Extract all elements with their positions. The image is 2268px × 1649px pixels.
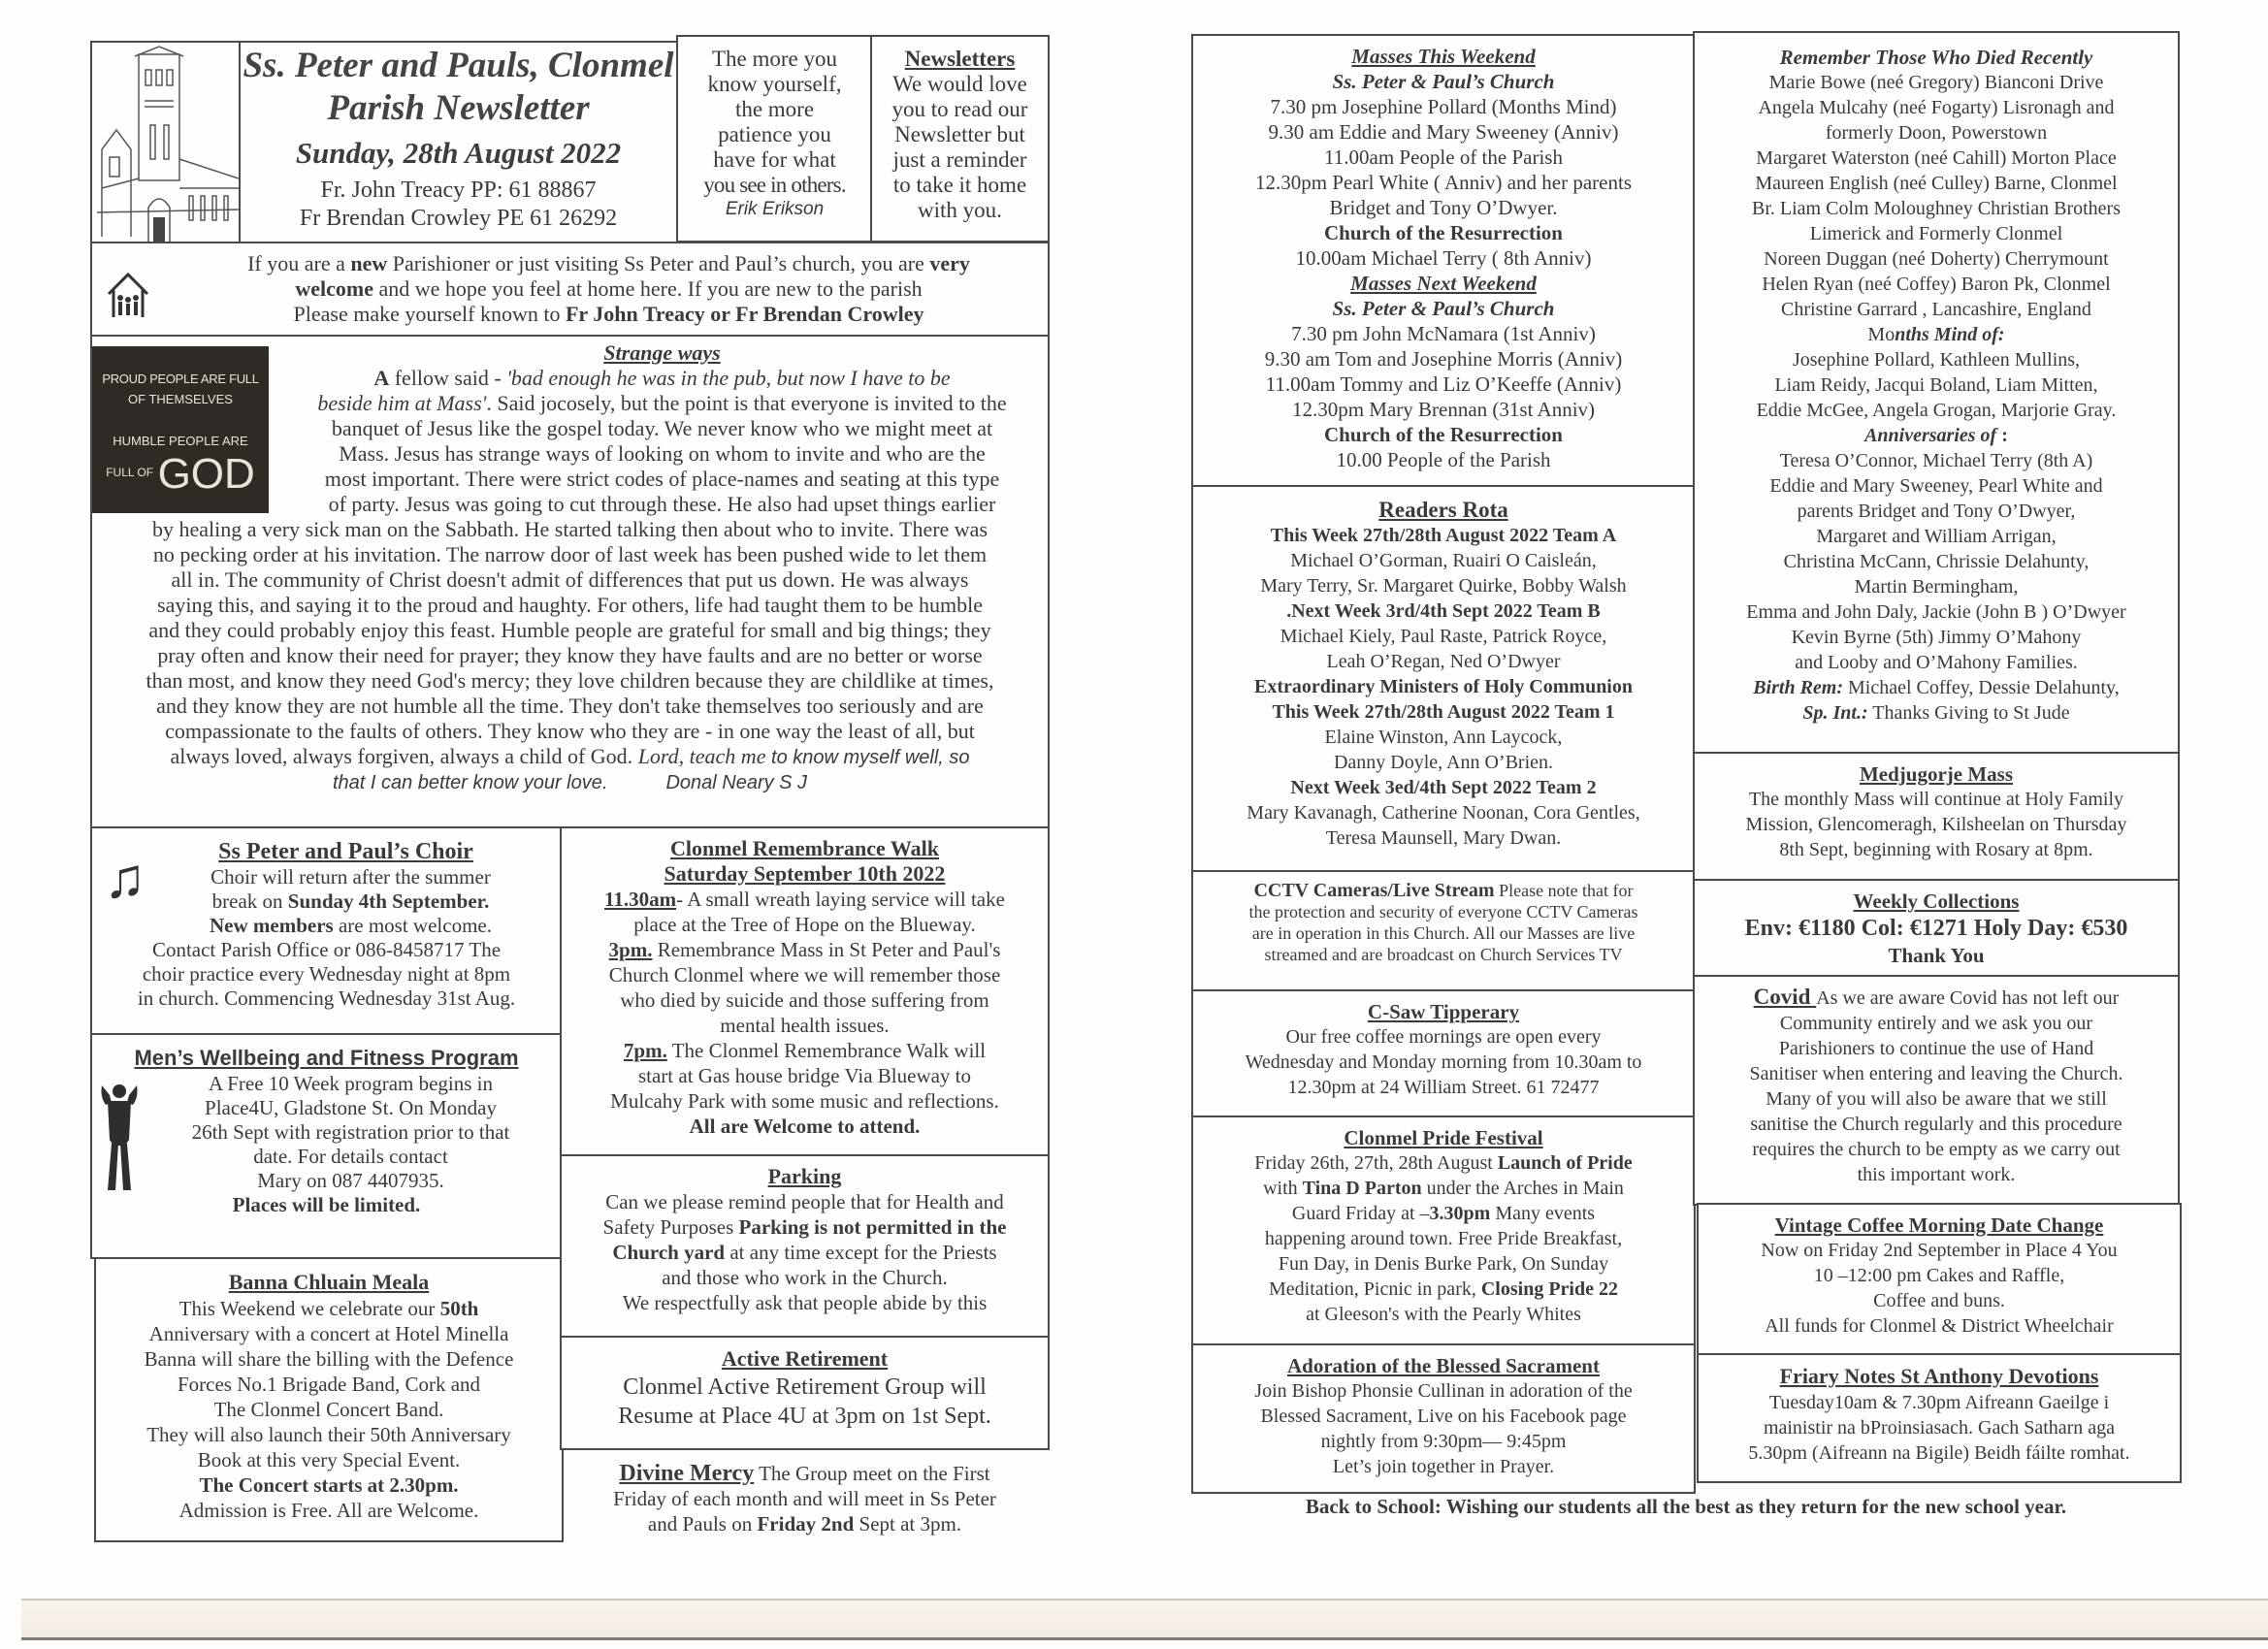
banna-line: Admission is Free. All are Welcome. — [178, 1499, 479, 1522]
vintage-line: 10 –12:00 pm Cakes and Raffle, — [1813, 1265, 2065, 1286]
parking-line: We respectfully ask that people abide by this — [622, 1291, 988, 1314]
bold-text: Parking is not permitted in the — [738, 1215, 1007, 1239]
prayer-text: that I can better know your love. — [332, 772, 608, 793]
deceased-line: formerly Doon, Powerstown — [1825, 122, 2048, 144]
quote-line: the more — [734, 97, 815, 121]
newsletters-line: with you. — [918, 198, 1002, 222]
anniversary-line: Martin Bermingham, — [1854, 576, 2019, 598]
masses-box — [1191, 34, 1696, 487]
csaw-box — [1191, 989, 1696, 1118]
holy-day-amount: €530 — [2081, 916, 2128, 941]
rota-names: Michael O’Gorman, Ruairi O Caisleán, — [1290, 550, 1597, 571]
remember-title: Remember Those Who Died Recently — [1779, 46, 2093, 69]
welcome-text: Parishioner or just visiting Ss Peter and Paul’s church, you are — [387, 251, 930, 275]
bold-text: 50th — [439, 1297, 479, 1320]
prayer-final-line — [92, 770, 1048, 795]
masses-this-title: Masses This Weekend — [1351, 45, 1536, 68]
church-name: Church of the Resurrection — [1324, 423, 1563, 446]
body-line: pray often and know their need for prayer; they know they have faults and are no better or worse — [157, 643, 983, 667]
csaw-line: 12.30pm at 24 William Street. 61 72477 — [1287, 1077, 1600, 1098]
covid-title: Covid — [1753, 985, 1817, 1009]
quote-line: know yourself, — [707, 72, 842, 96]
newsletter-title-box — [239, 41, 678, 244]
newsletters-title: Newsletters — [904, 47, 1016, 71]
csaw-line: Our free coffee mornings are open every — [1285, 1026, 1602, 1048]
quote-author: Erik Erikson — [725, 199, 825, 219]
deceased-line: Angela Mulcahy (neé Fogarty) Lisronagh and — [1758, 97, 2115, 118]
csaw-title: C-Saw Tipperary — [1367, 1000, 1520, 1023]
medjugorje-title: Medjugorje Mass — [1859, 762, 2014, 786]
label: Holy Day: — [1967, 916, 2082, 941]
mens-line: date. For details contact — [253, 1145, 448, 1168]
body-line: by healing a very sick man on the Sabbath. He started talking then about who to invite. There was — [151, 517, 988, 541]
anniversary-line: Kevin Byrne (5th) Jimmy O’Mahony — [1791, 627, 2082, 648]
covid-line: Community entirely and we ask you our — [1779, 1013, 2093, 1034]
text: Safety Purposes — [602, 1215, 739, 1239]
welcome-box — [90, 242, 1050, 337]
banna-line: Forces No.1 Brigade Band, Cork and — [177, 1373, 481, 1396]
text: Guard Friday at – — [1291, 1203, 1430, 1224]
dropcap: A — [373, 366, 390, 390]
choir-line: Choir will return after the summer — [211, 865, 491, 889]
covid-line — [1695, 985, 2178, 1011]
newsletters-line: We would love — [892, 72, 1027, 96]
banna-title: Banna Chluain Meala — [228, 1270, 430, 1294]
text: break on — [211, 889, 288, 913]
deceased-line: Limerick and Formerly Clonmel — [1809, 223, 2063, 244]
cctv-line — [1193, 880, 1694, 901]
active-line: Resume at Place 4U at 3pm on 1st Sept. — [618, 1404, 991, 1429]
deceased-line: Helen Ryan (neé Coffey) Baron Pk, Clonmel — [1762, 274, 2111, 295]
graphic-text: PROUD PEOPLE ARE FULL — [102, 372, 259, 386]
mens-line: 26th Sept with registration prior to that — [191, 1120, 510, 1144]
text: and Pauls on — [647, 1512, 758, 1536]
thank-you: Thank You — [1888, 944, 1985, 967]
divine-line — [560, 1461, 1050, 1486]
rota-names: Danny Doyle, Ann O’Brien. — [1333, 752, 1554, 773]
body-line: of party. Jesus was going to cut through these. He also had upset things earlier — [328, 492, 996, 516]
parking-line — [562, 1240, 1048, 1265]
remembrance-line: start at Gas house bridge Via Blueway to — [637, 1064, 972, 1087]
welcome-text: If you are a — [247, 251, 351, 275]
text: The Clonmel Remembrance Walk will — [666, 1039, 987, 1062]
quote-line: patience you — [718, 122, 831, 146]
welcome-text: Please make yourself known to — [293, 302, 566, 326]
remembrance-line: mental health issues. — [720, 1014, 890, 1037]
vintage-line: All funds for Clonmel & District Wheelchair — [1765, 1315, 2114, 1337]
text: Michael Coffey, Dessie Delahunty, — [1843, 677, 2120, 698]
parking-title: Parking — [767, 1164, 842, 1188]
vintage-line: Now on Friday 2nd September in Place 4 You — [1761, 1240, 2118, 1261]
deceased-line: Marie Bowe (neé Gregory) Bianconi Drive — [1768, 72, 2104, 93]
church-tower-icon — [92, 43, 239, 242]
rota-heading: .Next Week 3rd/4th Sept 2022 Team B — [1286, 600, 1601, 622]
graphic-text: OF THEMSELVES — [128, 392, 233, 406]
pride-line: at Gleeson's with the Pearly Whites — [1306, 1304, 1581, 1325]
quote-line: The more you — [711, 47, 837, 71]
body-line: all in. The community of Christ doesn't admit of differences that put us down. He was always — [171, 567, 969, 592]
pride-festival-box — [1191, 1116, 1696, 1346]
mass-line: 9.30 am Eddie and Mary Sweeney (Anniv) — [1268, 120, 1619, 144]
text: Sept at 3pm. — [854, 1512, 962, 1536]
anniversary-line: Teresa O’Connor, Michael Terry (8th A) — [1779, 450, 2093, 471]
medjugorje-box — [1693, 752, 2180, 882]
anniversary-line: Emma and John Daly, Jackie (John B ) O’Dwyer — [1746, 601, 2126, 623]
quote-text: beside him at Mass' — [317, 391, 487, 415]
rota-names: Teresa Maunsell, Mary Dwan. — [1325, 827, 1562, 849]
text: - A small wreath laying service will take — [676, 888, 1005, 911]
pride-line: Fun Day, in Denis Burke Park, On Sunday — [1278, 1253, 1609, 1275]
quote-box — [676, 35, 873, 242]
body-line: than most, and know they need God's mercy; they love children because they are childlike at times, — [146, 668, 994, 693]
strange-ways-box — [90, 335, 1050, 828]
cctv-line: the protection and security of everyone CCTV Cameras — [1248, 902, 1638, 922]
remembrance-line — [562, 887, 1048, 912]
pride-line: happening around town. Free Pride Breakfast, — [1264, 1228, 1623, 1249]
quote-text: 'bad enough he was in the pub, but now I have to be — [506, 366, 951, 390]
text: Friday 26th, 27th, 28th August — [1254, 1152, 1498, 1174]
birth-remembrance — [1695, 675, 2178, 700]
active-title: Active Retirement — [721, 1346, 889, 1371]
active-retirement-box — [560, 1336, 1050, 1450]
mass-line: 7.30 pm Josephine Pollard (Months Mind) — [1270, 95, 1617, 118]
cctv-line: are in operation in this Church. All our Masses are live — [1251, 923, 1636, 943]
humble-people-graphic — [92, 346, 269, 513]
newsletters-line: you to read our — [891, 97, 1028, 121]
body-line: Mass. Jesus has strange ways of looking on whom to invite and who are the — [339, 441, 986, 466]
back-to-school-note: Back to School: Wishing our students all the best as they return for the new school year. — [1305, 1495, 2067, 1518]
cctv-line: streamed and are broadcast on Church Services TV — [1264, 945, 1623, 964]
medjugorje-line: Mission, Glencomeragh, Kilsheelan on Thursday — [1745, 814, 2127, 835]
welcome-line-2 — [170, 276, 1048, 302]
masses-next-title: Masses Next Weekend — [1350, 272, 1537, 295]
church-name: Ss. Peter & Paul’s Church — [1332, 297, 1555, 320]
deceased-line: Br. Liam Colm Moloughney Christian Brothers — [1752, 198, 2121, 219]
welcome-line-3 — [170, 302, 1048, 327]
prayer-text: Lord, teach me — [637, 744, 766, 768]
banna-line: Banna will share the billing with the Defence — [144, 1347, 514, 1371]
parish-name: Ss. Peter and Pauls, Clonmel — [243, 46, 674, 85]
mens-line: Place4U, Gladstone St. On Monday — [205, 1096, 497, 1119]
pride-line — [1193, 1277, 1694, 1302]
text: Meditation, Picnic in park, — [1269, 1278, 1481, 1300]
mens-title: Men’s Wellbeing and Fitness Program — [134, 1046, 519, 1070]
text: always loved, always forgiven, always a child of God. — [170, 744, 638, 768]
priest-contact-2: Fr Brendan Crowley PE 61 26292 — [299, 206, 618, 231]
divine-line: Friday of each month and will meet in Ss Peter — [613, 1487, 996, 1510]
divine-mercy-section — [560, 1451, 1050, 1543]
rota-names: Elaine Winston, Ann Laycock, — [1324, 727, 1563, 748]
scan-page-edge — [21, 1599, 2268, 1640]
months-mind-line: Josephine Pollard, Kathleen Mullins, — [1792, 349, 2081, 371]
rota-names: Leah O’Regan, Ned O’Dwyer — [1326, 651, 1561, 672]
church-name: Church of the Resurrection — [1324, 221, 1563, 244]
readers-title: Readers Rota — [1378, 498, 1508, 522]
graphic-text: HUMBLE PEOPLE ARE — [113, 434, 248, 448]
bold-italic-text: Anniversaries of — [1864, 425, 1997, 446]
mass-line: Bridget and Tony O’Dwyer. — [1329, 196, 1558, 219]
banna-line: Anniversary with a concert at Hotel Minella — [148, 1322, 509, 1345]
readers-rota-box — [1191, 485, 1696, 873]
months-mind-line: Liam Reidy, Jacqui Boland, Liam Mitten, — [1774, 374, 2098, 396]
adoration-title: Adoration of the Blessed Sacrament — [1287, 1354, 1600, 1377]
remembrance-line — [562, 937, 1048, 962]
choir-line: Contact Parish Office or 086-8458717 The — [151, 938, 502, 961]
adoration-line: Blessed Sacrament, Live on his Facebook page — [1260, 1406, 1627, 1427]
mass-line: 10.00am Michael Terry ( 8th Anniv) — [1295, 246, 1592, 270]
family-home-icon — [106, 271, 150, 326]
text: : — [1996, 425, 2008, 446]
bold-text: Church yard — [612, 1241, 726, 1264]
time-label: 11.30am — [604, 888, 677, 911]
church-name: Ss. Peter & Paul’s Church — [1332, 70, 1555, 93]
cctv-box — [1191, 870, 1696, 992]
time-label: 3pm. — [608, 938, 653, 961]
anniversary-line: parents Bridget and Tony O’Dwyer, — [1797, 501, 2076, 522]
bold-text: Friday 2nd — [757, 1512, 855, 1536]
body-line: and they could probably enjoy this feast. Humble people are grateful for small and big things; they — [148, 618, 991, 642]
deceased-line: Noreen Duggan (neé Doherty) Cherrymount — [1764, 248, 2109, 270]
remembrance-title: Clonmel Remembrance Walk — [669, 836, 939, 860]
covid-line: sanitise the Church regularly and this procedure — [1750, 1114, 2122, 1135]
mass-line: 11.00am Tommy and Liz O’Keeffe (Anniv) — [1265, 372, 1622, 396]
covid-line: this important work. — [1857, 1164, 2016, 1185]
text: Please note that for — [1494, 881, 1634, 900]
parking-box — [560, 1154, 1050, 1339]
mass-line: 11.00am People of the Parish — [1324, 146, 1563, 169]
bold-text: Launch of Pride — [1497, 1152, 1633, 1174]
bold-italic-text: nths Mind of: — [1895, 324, 2005, 345]
remembrance-bold: All are Welcome to attend. — [689, 1115, 921, 1138]
text: fellow said - — [389, 366, 507, 390]
remembrance-line: Church Clonmel where we will remember those — [608, 963, 1001, 986]
text: As we are aware Covid has not left our — [1816, 987, 2120, 1009]
collections-title: Weekly Collections — [1853, 889, 2020, 913]
cctv-title: CCTV Cameras/Live Stream — [1253, 880, 1495, 901]
newsletter-title: Parish Newsletter — [327, 88, 590, 128]
pride-title: Clonmel Pride Festival — [1344, 1126, 1543, 1149]
covid-box — [1693, 975, 2180, 1206]
csaw-line: Wednesday and Monday morning from 10.30am to — [1245, 1051, 1642, 1073]
choir-box — [90, 826, 563, 1036]
body-line — [276, 391, 1048, 416]
mass-line: 10.00 People of the Parish — [1336, 448, 1551, 471]
time-label: 7pm. — [623, 1039, 667, 1062]
covid-line: Sanitiser when entering and leaving the Church. — [1749, 1063, 2123, 1084]
prayer-text: to know myself well, so — [765, 747, 970, 768]
body-line — [92, 744, 1048, 770]
covid-line: Many of you will also be aware that we still — [1766, 1088, 2107, 1110]
newsletters-line: Newsletter but — [894, 122, 1025, 146]
medjugorje-line: 8th Sept, beginning with Rosary at 8pm. — [1779, 839, 2093, 860]
bold-text: 3.30pm — [1429, 1203, 1491, 1224]
banna-line: They will also launch their 50th Anniversary — [146, 1423, 511, 1446]
bold-text: Closing Pride 22 — [1480, 1278, 1618, 1300]
priest-names: Fr John Treacy or Fr Brendan Crowley — [565, 302, 924, 326]
weekly-collections-box — [1693, 879, 2180, 978]
text: at any time except for the Priests — [725, 1241, 997, 1264]
text: Mo — [1867, 324, 1895, 345]
friary-notes-box — [1697, 1353, 2182, 1483]
deceased-line: Margaret Waterston (neé Cahill) Morton Place — [1756, 147, 2117, 169]
mens-line: A Free 10 Week program begins in — [208, 1072, 494, 1095]
adoration-line: Let’s join together in Prayer. — [1332, 1456, 1555, 1477]
body-line — [276, 366, 1048, 391]
mass-line: 12.30pm Mary Brennan (31st Anniv) — [1291, 398, 1596, 421]
mens-wellbeing-box — [90, 1033, 563, 1259]
newsletters-box — [870, 35, 1050, 242]
label: Col: — [1855, 916, 1910, 941]
divine-title: Divine Mercy — [619, 1461, 755, 1486]
strange-ways-title: Strange ways — [603, 340, 721, 365]
anniversary-line: and Looby and O’Mahony Families. — [1795, 652, 2078, 673]
text: Many events — [1490, 1203, 1596, 1224]
banna-bold: The Concert starts at 2.30pm. — [199, 1473, 459, 1497]
adoration-line: Join Bishop Phonsie Cullinan in adoration of the — [1254, 1380, 1633, 1402]
text: Remembrance Mass in St Peter and Paul's — [652, 938, 1001, 961]
remember-deceased-box — [1693, 31, 2180, 755]
friary-line: Tuesday10am & 7.30pm Aifreann Gaeilge i — [1768, 1392, 2110, 1413]
church-illustration — [90, 41, 242, 244]
quote-line: you see in others. — [703, 173, 846, 197]
remembrance-line: who died by suicide and those suffering from — [620, 988, 989, 1012]
adoration-box — [1191, 1343, 1696, 1494]
body-line: saying this, and saying it to the proud and haughty. For others, life had taught them to be humble — [157, 593, 983, 617]
anniversary-line: Christina McCann, Chrissie Delahunty, — [1783, 551, 2090, 572]
banna-line: The Clonmel Concert Band. — [213, 1398, 444, 1421]
graphic-god-line — [92, 450, 269, 499]
welcome-text: and we hope you feel at home here. If you are new to the parish — [373, 276, 923, 301]
label: Sp. Int.: — [1802, 702, 1868, 724]
months-mind-heading — [1695, 322, 2178, 347]
bold-text: Tina D Parton — [1302, 1178, 1422, 1199]
covid-line: Parishioners to continue the use of Hand — [1778, 1038, 2094, 1059]
rota-heading: This Week 27th/28th August 2022 Team A — [1270, 525, 1617, 546]
mens-bold: Places will be limited. — [232, 1193, 421, 1216]
author-signature: Donal Neary S J — [665, 772, 808, 793]
label: Env: — [1744, 916, 1798, 941]
pride-line — [1193, 1150, 1694, 1176]
newsletter-date: Sunday, 28th August 2022 — [295, 136, 622, 170]
friary-line: mainistir na bProinsiasach. Gach Satharn aga — [1763, 1417, 2116, 1439]
rota-heading: Extraordinary Ministers of Holy Communion — [1254, 676, 1633, 697]
deceased-line: Maureen English (neé Culley) Barne, Clonmel — [1755, 173, 2118, 194]
text: This Weekend we celebrate our — [178, 1297, 440, 1320]
bodybuilder-icon — [98, 1082, 141, 1201]
adoration-line: nightly from 9:30pm— 9:45pm — [1320, 1431, 1567, 1452]
pride-line — [1193, 1201, 1694, 1226]
priest-contact-1: Fr. John Treacy PP: 61 88867 — [320, 178, 597, 203]
parking-line: Can we please remind people that for Health and — [605, 1190, 1004, 1213]
vintage-line: Coffee and buns. — [1873, 1290, 2005, 1311]
remembrance-date: Saturday September 10th 2022 — [664, 861, 946, 886]
body-line: compassionate to the faults of others. They know who they are - in one way the least of all, but — [165, 719, 975, 743]
choir-title: Ss Peter and Paul’s Choir — [218, 839, 473, 864]
active-line: Clonmel Active Retirement Group will — [623, 1374, 987, 1400]
banna-line — [96, 1296, 562, 1321]
bold-text: New members — [210, 914, 334, 937]
anniversary-line: Margaret and William Arrigan, — [1816, 526, 2057, 547]
choir-line — [92, 914, 561, 938]
remembrance-line: Mulcahy Park with some music and reflections. — [610, 1089, 999, 1113]
body-line: no pecking order at his invitation. The narrow door of last week has been pushed wide to let them — [152, 542, 988, 566]
deceased-line: Christine Garrard , Lancashire, England — [1781, 299, 2091, 320]
banna-line: Book at this very Special Event. — [197, 1448, 461, 1471]
collections-amounts — [1695, 914, 2178, 943]
mass-line: 12.30pm Pearl White ( Anniv) and her parents — [1254, 171, 1633, 194]
text: . Said jocosely, but the point is that everyone is invited to the — [486, 391, 1007, 415]
collection-amount: €1271 — [1909, 916, 1968, 941]
body-line: and they know they are not humble all the time. They don't take themselves too seriously and are — [156, 694, 984, 718]
music-note-icon: ♫ — [104, 847, 146, 910]
rota-names: Michael Kiely, Paul Raste, Patrick Royce, — [1280, 626, 1607, 647]
special-intention — [1695, 700, 2178, 726]
divine-line — [560, 1511, 1050, 1536]
envelope-amount: €1180 — [1798, 916, 1856, 941]
parking-line: and those who work in the Church. — [662, 1266, 948, 1289]
remembrance-walk-box — [560, 826, 1050, 1156]
months-mind-line: Eddie McGee, Angela Grogan, Marjorie Gray. — [1756, 400, 2117, 421]
mass-line: 9.30 am Tom and Josephine Morris (Anniv) — [1264, 347, 1623, 371]
choir-line: in church. Commencing Wednesday 31st Aug. — [137, 986, 516, 1010]
body-line: most important. There were strict codes of place-names and seating at this type — [324, 467, 1000, 491]
label: Birth Rem: — [1753, 677, 1844, 698]
graphic-text: FULL OF — [106, 466, 154, 479]
return-date: Sunday 4th September. — [287, 889, 490, 913]
friary-title: Friary Notes St Anthony Devotions — [1779, 1364, 2099, 1388]
rota-heading: Next Week 3ed/4th Sept 2022 Team 2 — [1290, 777, 1597, 798]
choir-line: choir practice every Wednesday night at 8pm — [142, 962, 511, 986]
banna-box — [94, 1257, 564, 1542]
mens-line: Mary on 087 4407935. — [257, 1169, 444, 1192]
rota-names: Mary Kavanagh, Catherine Noonan, Cora Gentles, — [1247, 802, 1640, 824]
newsletters-line: to take it home — [892, 173, 1027, 197]
parking-line — [562, 1214, 1048, 1240]
medjugorje-line: The monthly Mass will continue at Holy Family — [1748, 789, 2124, 810]
remembrance-line — [562, 1038, 1048, 1063]
covid-line: requires the church to be empty as we carry out — [1752, 1139, 2121, 1160]
rota-names: Mary Terry, Sr. Margaret Quirke, Bobby Walsh — [1260, 575, 1627, 597]
text: are most welcome. — [333, 914, 492, 937]
rota-heading: This Week 27th/28th August 2022 Team 1 — [1272, 701, 1615, 723]
text: under the Arches in Main — [1421, 1178, 1624, 1199]
pride-line — [1193, 1176, 1694, 1201]
newsletters-line: just a reminder — [892, 147, 1027, 172]
text: Thanks Giving to St Jude — [1867, 702, 2070, 724]
anniversary-line: Eddie and Mary Sweeney, Pearl White and — [1769, 475, 2103, 497]
choir-line — [92, 889, 561, 914]
graphic-god-word: GOD — [157, 450, 255, 498]
text: with — [1263, 1178, 1303, 1199]
welcome-line-1 — [170, 251, 1048, 276]
remembrance-line: place at the Tree of Hope on the Blueway. — [633, 913, 976, 936]
vintage-title: Vintage Coffee Morning Date Change — [1774, 1213, 2104, 1237]
quote-line: have for what — [713, 147, 836, 172]
body-line: banquet of Jesus like the gospel today. We never know who we might meet at — [331, 416, 993, 440]
welcome-bold: new — [350, 251, 388, 275]
friary-line: 5.30pm (Aifreann na Bigile) Beidh fáilte romhat. — [1748, 1442, 2130, 1464]
vintage-coffee-box — [1697, 1203, 2182, 1356]
text: The Group meet on the First — [754, 1462, 990, 1485]
mass-line: 7.30 pm John McNamara (1st Anniv) — [1291, 322, 1596, 345]
anniversaries-heading — [1695, 423, 2178, 448]
welcome-bold: welcome — [295, 276, 373, 301]
welcome-bold: very — [929, 251, 970, 275]
